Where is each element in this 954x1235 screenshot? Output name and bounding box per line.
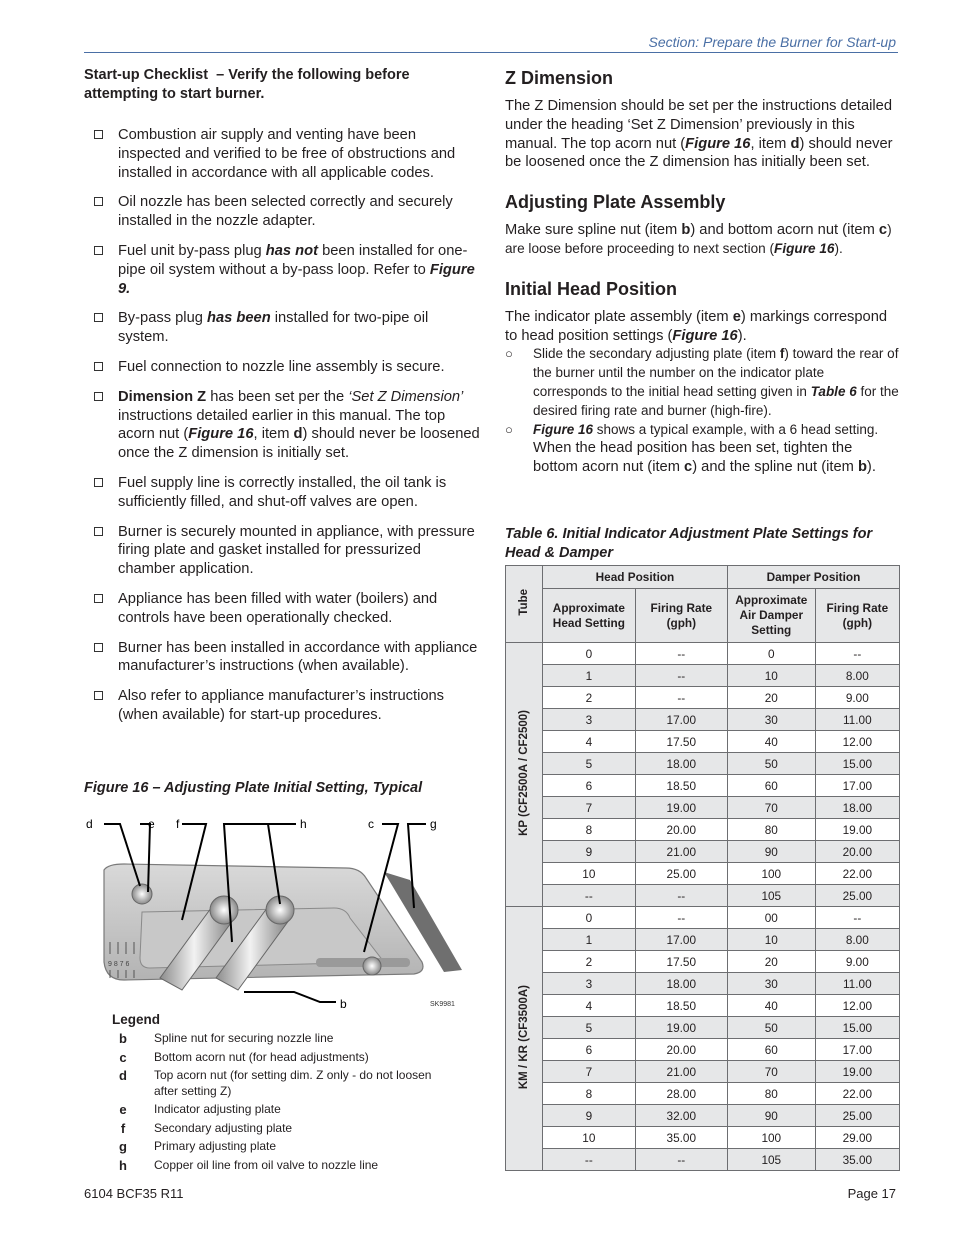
legend-key: d: [119, 1068, 127, 1083]
legend-item: [112, 1121, 432, 1137]
settings-table: [505, 565, 900, 1171]
left-column: [84, 66, 482, 736]
table-cell: 90: [727, 841, 815, 863]
table-cell: 17.50: [635, 951, 727, 973]
table-cell: 0: [543, 643, 636, 665]
table-cell: --: [635, 687, 727, 709]
table-cell: 10: [727, 665, 815, 687]
item-letter: b: [681, 222, 691, 239]
body-text: ).: [834, 240, 843, 256]
table-cell: 1: [543, 665, 636, 687]
table-cell: 8: [543, 819, 636, 841]
body-text: ) are loose before proceeding to next section (: [505, 222, 892, 256]
table-cell: --: [543, 1149, 636, 1171]
legend-key: b: [119, 1031, 127, 1046]
table-row: [506, 1083, 900, 1105]
column-header: Firing Rate (gph): [635, 589, 727, 643]
body-text: ) markings correspond to head position settings (: [505, 308, 888, 344]
legend-text: Copper oil line from oil valve to nozzle line: [154, 1157, 379, 1172]
table-cell: 70: [727, 797, 815, 819]
z-dimension-heading: Z Dimension: [505, 68, 614, 88]
checklist-item: [84, 474, 482, 512]
table-cell: 28.00: [635, 1083, 727, 1105]
item-letter: c: [878, 222, 888, 239]
legend-item: [112, 1068, 432, 1099]
figure-reference: Figure 16: [533, 421, 594, 437]
table-cell: 19.00: [635, 797, 727, 819]
checklist-item-text: been installed for one-pipe oil system without a by-pass loop. Refer to: [118, 242, 468, 278]
bullet-item: [505, 345, 900, 420]
table-cell: 0: [727, 643, 815, 665]
table-cell: 21.00: [635, 841, 727, 863]
legend-key: h: [119, 1157, 127, 1173]
legend-item: [112, 1139, 432, 1155]
callout-g: g: [430, 817, 437, 831]
table-cell: --: [815, 907, 899, 929]
table-body: [506, 643, 900, 1171]
table-cell: 20.00: [635, 1039, 727, 1061]
checklist-item: [84, 523, 482, 579]
table-cell: 19.00: [815, 1061, 899, 1083]
table-cell: 20.00: [635, 819, 727, 841]
figure-reference: Figure 16: [188, 426, 254, 443]
table-header-row: [506, 566, 900, 589]
table-cell: 29.00: [815, 1127, 899, 1149]
table-row: [506, 731, 900, 753]
scale-numbers: 9 8 7 6: [108, 961, 130, 968]
checklist-item-text: Fuel supply line is correctly installed, the oil tank is sufficiently filled, and shut-off valves are open.: [118, 474, 447, 510]
table-cell: 18.50: [635, 775, 727, 797]
table-cell: --: [635, 665, 727, 687]
column-header: Firing Rate (gph): [815, 589, 899, 643]
callout-h: h: [300, 817, 307, 831]
body-text: ).: [737, 327, 747, 344]
callout-b: b: [340, 997, 347, 1011]
checklist-item-text: Burner is securely mounted in appliance, with pressure firing plate and gasket installed for pressurized chamber application.: [118, 523, 475, 578]
table-cell: 7: [543, 797, 636, 819]
initial-head-text: [505, 308, 900, 346]
table-reference: Table 6: [810, 383, 857, 399]
legend-text: Bottom acorn nut (for head adjustments): [154, 1049, 369, 1064]
table-cell: 25.00: [635, 863, 727, 885]
legend-text: Primary adjusting plate: [154, 1139, 277, 1153]
emphasis-text: has been: [207, 310, 271, 327]
table-cell: 50: [727, 753, 815, 775]
table-cell: 3: [543, 709, 636, 731]
checklist-item-text: ) should never be loosened once the Z dimension is initially set.: [118, 426, 480, 462]
table-cell: 10: [727, 929, 815, 951]
table-cell: 15.00: [815, 1017, 899, 1039]
checklist-item: [84, 126, 482, 182]
table-cell: 6: [543, 1039, 636, 1061]
table-cell: 20: [727, 951, 815, 973]
table-cell: 11.00: [815, 973, 899, 995]
table-cell: 22.00: [815, 863, 899, 885]
legend-item: [112, 1031, 432, 1047]
legend-text: Spline nut for securing nozzle line: [154, 1031, 334, 1045]
table-cell: 100: [727, 863, 815, 885]
table-cell: 30: [727, 709, 815, 731]
body-text: shows a typical example, with a 6 head setting.: [593, 421, 879, 437]
figure-reference: Figure 16: [672, 327, 738, 344]
body-text: for the desired firing rate and burner (high-fire).: [533, 383, 899, 418]
body-text: ) and bottom acorn nut (item: [690, 222, 879, 239]
checkbox-icon: [94, 643, 103, 652]
table-cell: 22.00: [815, 1083, 899, 1105]
table-row: [506, 1127, 900, 1149]
table-row: [506, 885, 900, 907]
body-text: ) and the spline nut (item: [692, 459, 858, 476]
checklist-item-text: By-pass plug: [118, 310, 207, 327]
table-cell: 19.00: [815, 819, 899, 841]
table-cell: 60: [727, 1039, 815, 1061]
checkbox-icon: [94, 392, 103, 401]
spline-nut: [210, 896, 238, 924]
table-cell: 11.00: [815, 709, 899, 731]
body-text: ) should never be loosened once the Z dimension has initially been set.: [505, 135, 893, 171]
table-cell: 40: [727, 731, 815, 753]
header-rule: [84, 52, 898, 53]
italic-text: ‘Set Z Dimension’: [348, 388, 464, 405]
table-cell: --: [543, 885, 636, 907]
table-cell: 18.00: [635, 973, 727, 995]
table-cell: 5: [543, 1017, 636, 1039]
item-letter: f: [779, 346, 785, 362]
legend-key: c: [119, 1049, 127, 1065]
table-cell: 1: [543, 929, 636, 951]
table-cell: 00: [727, 907, 815, 929]
table-row: [506, 1149, 900, 1171]
table-row: [506, 1017, 900, 1039]
table-cell: 40: [727, 995, 815, 1017]
checkbox-icon: [94, 246, 103, 255]
legend-text: Top acorn nut (for setting dim. Z only - do not loosen after setting Z): [154, 1068, 432, 1098]
figure-code: SK9981: [430, 1001, 455, 1008]
table-cell: 17.00: [635, 929, 727, 951]
table-row: [506, 665, 900, 687]
table-cell: 105: [727, 885, 815, 907]
legend-item: [112, 1102, 432, 1118]
adjusting-plate-figure: [84, 812, 470, 1012]
body-text: ) toward the rear of the burner until the number on the indicator plate corresponds to the initial head setting given in: [533, 346, 899, 399]
checklist-item-text: instructions detailed earlier in this manual. The top acorn nut (: [118, 407, 446, 443]
table-cell: 21.00: [635, 1061, 727, 1083]
checkbox-icon: [94, 130, 103, 139]
table-cell: --: [635, 885, 727, 907]
callout-e: e: [148, 817, 155, 831]
body-text: The Z Dimension should be set per the instructions detailed under the heading ‘Set Z Dimension’ previously in this manual. The top acorn nut (: [505, 98, 892, 152]
table-row: [506, 995, 900, 1017]
checklist-item-text: Fuel connection to nozzle line assembly is secure.: [118, 358, 445, 375]
legend-text: Indicator adjusting plate: [154, 1102, 281, 1116]
bullet-item: [505, 421, 900, 477]
table-cell: 17.50: [635, 731, 727, 753]
checkbox-icon: [94, 313, 103, 322]
table-cell: 10: [543, 1127, 636, 1149]
table-cell: 9: [543, 841, 636, 863]
table-row: [506, 863, 900, 885]
tube-header: Tube: [506, 566, 543, 643]
table-cell: 9.00: [815, 687, 899, 709]
checkbox-icon: [94, 197, 103, 206]
checklist-item: [84, 639, 482, 677]
item-letter: e: [732, 308, 741, 325]
callout-c: c: [368, 817, 374, 831]
table-row: [506, 907, 900, 929]
initial-head-heading: Initial Head Position: [505, 278, 678, 299]
head-position-header: Head Position: [543, 566, 728, 589]
table-cell: 19.00: [635, 1017, 727, 1039]
checklist-item-text: , item: [253, 426, 294, 443]
table-cell: 80: [727, 819, 815, 841]
table-cell: 3: [543, 973, 636, 995]
checkbox-icon: [94, 527, 103, 536]
checklist-item-text: Combustion air supply and venting have been inspected and verified to be free of obstructions and installed in accordance with all applicable codes.: [118, 127, 456, 181]
item-letter: c: [684, 459, 693, 476]
table-cell: 90: [727, 1105, 815, 1127]
table-cell: 8.00: [815, 665, 899, 687]
table-row: [506, 709, 900, 731]
figure-caption: Figure 16 – Adjusting Plate Initial Setting, Typical: [84, 780, 423, 796]
table-row: [506, 753, 900, 775]
checklist-item-text: Oil nozzle has been selected correctly and securely installed in the nozzle adapter.: [118, 194, 453, 230]
checklist-item: [84, 242, 482, 298]
checkbox-icon: [94, 594, 103, 603]
table-cell: 8: [543, 1083, 636, 1105]
checklist-item-text: Burner has been installed in accordance with appliance manufacturer’s instructions (when available).: [118, 639, 478, 675]
right-column: [505, 66, 900, 477]
table-caption: Table 6. Initial Indicator Adjustment Plate Settings for Head & Damper: [505, 526, 873, 561]
table-cell: 60: [727, 775, 815, 797]
checkbox-icon: [94, 362, 103, 371]
table-row: [506, 775, 900, 797]
table-row: [506, 929, 900, 951]
table-cell: 35.00: [815, 1149, 899, 1171]
legend-key: f: [120, 1120, 126, 1136]
table-row: [506, 819, 900, 841]
checklist-item: [84, 388, 482, 463]
table-cell: 35.00: [635, 1127, 727, 1149]
table-cell: 12.00: [815, 995, 899, 1017]
table-header-row: [506, 589, 900, 643]
z-dimension-text: [505, 97, 900, 172]
figure-reference: Figure 16: [685, 135, 751, 152]
checklist-item: [84, 309, 482, 347]
circle-bullet-icon: ○: [505, 421, 513, 437]
legend-item: [112, 1158, 432, 1174]
document-number: 6104 BCF35 R11: [84, 1186, 184, 1201]
adjusting-plate-heading: Adjusting Plate Assembly: [505, 192, 726, 213]
table-cell: 10: [543, 863, 636, 885]
checklist-item-text: Appliance has been filled with water (boilers) and controls have been operationally checked.: [118, 590, 438, 626]
table-cell: 9.00: [815, 951, 899, 973]
table-cell: 15.00: [815, 753, 899, 775]
checklist: [84, 126, 482, 725]
table-row: [506, 1039, 900, 1061]
checklist-item: [84, 590, 482, 628]
body-text: When the head position has been set, tighten the bottom acorn nut (item: [533, 440, 853, 476]
checklist-item-text: Fuel unit by-pass plug: [118, 242, 266, 259]
tube-group-label: KP (CF2500A / CF2500): [506, 643, 543, 907]
table-row: [506, 841, 900, 863]
table-cell: 20.00: [815, 841, 899, 863]
table-cell: --: [815, 643, 899, 665]
section-header: Section: Prepare the Burner for Start-up: [648, 34, 896, 50]
figure-reference: Figure 9.: [118, 261, 475, 297]
table-cell: 2: [543, 951, 636, 973]
table-cell: 100: [727, 1127, 815, 1149]
callout-f: f: [176, 817, 180, 831]
table-cell: 8.00: [815, 929, 899, 951]
table-cell: 4: [543, 731, 636, 753]
table-row: [506, 643, 900, 665]
checkbox-icon: [94, 691, 103, 700]
checklist-item-text: installed for two-pipe oil system.: [118, 310, 429, 346]
table-cell: 17.00: [635, 709, 727, 731]
body-text: ).: [866, 459, 876, 476]
table-cell: 6: [543, 775, 636, 797]
legend-text: Secondary adjusting plate: [154, 1120, 293, 1135]
table-row: [506, 1061, 900, 1083]
checklist-item: [84, 193, 482, 231]
table-cell: 70: [727, 1061, 815, 1083]
table-cell: 4: [543, 995, 636, 1017]
table-cell: 17.00: [815, 1039, 899, 1061]
tube-group-label: KM / KR (CF3500A): [506, 907, 543, 1171]
table-cell: 7: [543, 1061, 636, 1083]
damper-position-header: Damper Position: [727, 566, 899, 589]
circle-bullet-icon: ○: [505, 346, 513, 362]
table-cell: --: [635, 907, 727, 929]
table-cell: --: [635, 1149, 727, 1171]
item-letter: d: [293, 426, 303, 443]
body-text: The indicator plate assembly (item: [505, 308, 733, 325]
table-cell: --: [635, 643, 727, 665]
table-cell: 18.00: [815, 797, 899, 819]
table-row: [506, 687, 900, 709]
table-cell: 80: [727, 1083, 815, 1105]
checklist-title-main: Start-up Checklist: [84, 67, 209, 83]
checklist-item-text: Also refer to appliance manufacturer’s instructions (when available) for start-up procedures.: [118, 688, 445, 723]
table-cell: 32.00: [635, 1105, 727, 1127]
legend-title: Legend: [112, 1012, 161, 1027]
table-cell: 20: [727, 687, 815, 709]
table-cell: 25.00: [815, 1105, 899, 1127]
callout-d: d: [86, 817, 93, 831]
legend-key: e: [119, 1102, 127, 1117]
table-cell: 12.00: [815, 731, 899, 753]
table-cell: 30: [727, 973, 815, 995]
figure-legend: [112, 1012, 432, 1176]
item-letter: d: [790, 135, 800, 152]
figure-reference: Figure 16: [774, 240, 835, 256]
column-header: Approximate Head Setting: [543, 589, 636, 643]
checklist-item: [84, 687, 482, 725]
adjusting-plate-text: [505, 221, 900, 259]
table-cell: 9: [543, 1105, 636, 1127]
checkbox-icon: [94, 478, 103, 487]
table-row: [506, 1105, 900, 1127]
table-cell: 18.00: [635, 753, 727, 775]
table-cell: 5: [543, 753, 636, 775]
body-text: Make sure spline nut (item: [505, 222, 682, 239]
checklist-title-sub: – Verify the following before attempting to start burner.: [84, 67, 410, 102]
table-cell: 105: [727, 1149, 815, 1171]
column-header: Approximate Air Damper Setting: [727, 589, 815, 643]
table-row: [506, 973, 900, 995]
table-cell: 2: [543, 687, 636, 709]
checklist-title: [84, 66, 482, 104]
emphasis-text: Dimension Z: [118, 388, 207, 405]
body-text: , item: [750, 135, 791, 152]
bottom-acorn-nut: [363, 957, 381, 975]
body-text: Slide the secondary adjusting plate (item: [533, 346, 780, 362]
table-cell: 25.00: [815, 885, 899, 907]
page-number: Page 17: [847, 1186, 896, 1201]
legend-item: [112, 1050, 432, 1066]
checklist-item: [84, 358, 482, 377]
emphasis-text: has not: [265, 242, 319, 259]
table-row: [506, 797, 900, 819]
table-cell: 18.50: [635, 995, 727, 1017]
item-letter: b: [857, 459, 867, 476]
table-cell: 17.00: [815, 775, 899, 797]
table-cell: 0: [543, 907, 636, 929]
legend-key: g: [119, 1139, 127, 1154]
table-cell: 50: [727, 1017, 815, 1039]
checklist-item-text: has been set per the: [206, 388, 349, 405]
table-row: [506, 951, 900, 973]
